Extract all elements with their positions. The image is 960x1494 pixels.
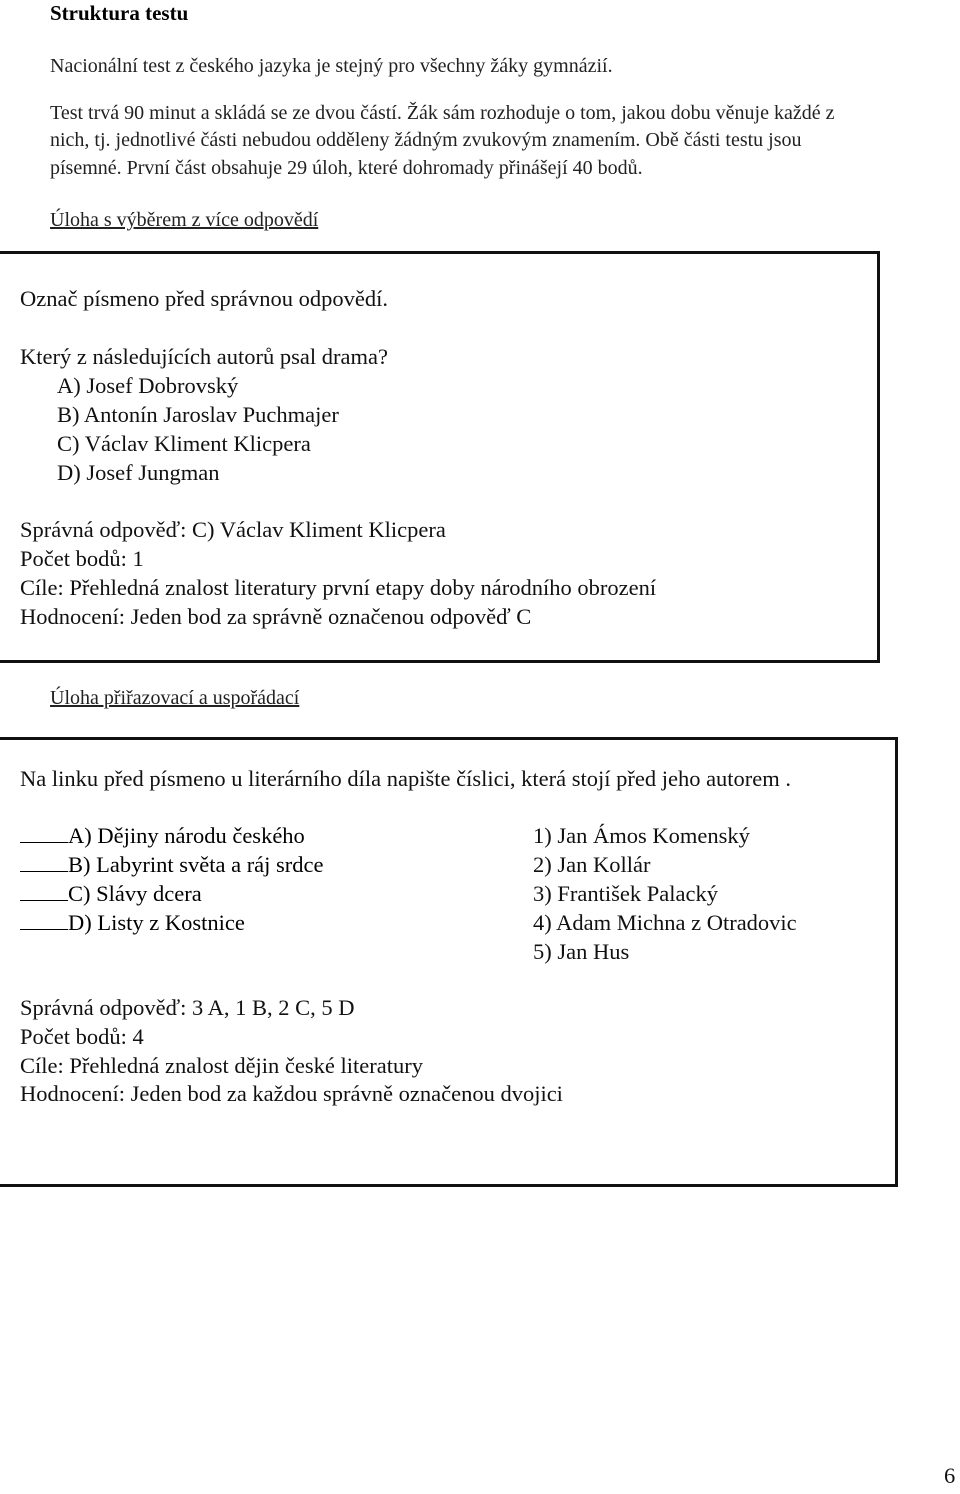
work-label: A) Dějiny národu českého [68,823,305,848]
work-label: C) Slávy dcera [68,881,202,906]
intro-line: Nacionální test z českého jazyka je stejný pro všechny žáky gymnázií. [50,55,613,77]
answer-blank[interactable] [20,882,68,901]
section2-box [0,737,898,1187]
answer-blank[interactable] [20,911,68,930]
option-item: D) Josef Jungman [57,460,220,485]
section1-goals: Cíle: Přehledná znalost literatury první etapy doby národního obrození [20,575,657,600]
section2-goals: Cíle: Přehledná znalost dějin české literatury [20,1053,423,1078]
section2-title: Úloha přiřazovací a uspořádací [50,687,300,709]
section1-question: Který z následujících autorů psal drama? [20,344,388,369]
section2-instruction: Na linku před písmeno u literárního díla napište číslici, která stojí před jeho autorem . [20,766,792,791]
intro-paragraph-line: nich, tj. jednotlivé části nebudou odděleny žádným zvukovým znamením. Obě části testu jsou [50,129,802,151]
section2-points: Počet bodů: 4 [20,1024,144,1049]
page-number: 6 [944,1463,956,1488]
work-label: B) Labyrint světa a ráj srdce [68,852,324,877]
page-heading: Struktura testu [50,1,189,25]
author-item: 4) Adam Michna z Otradovic [533,910,797,935]
answer-blank[interactable] [20,853,68,872]
author-item: 3) František Palacký [533,881,718,906]
intro-paragraph-line: písemné. První část obsahuje 29 úloh, které dohromady přinášejí 40 bodů. [50,157,643,179]
author-item: 2) Jan Kollár [533,852,651,877]
section1-answer: Správná odpověď: C) Václav Kliment Klicpera [20,517,446,542]
work-item [20,910,245,936]
section1-points: Počet bodů: 1 [20,546,144,571]
answer-blank[interactable] [20,824,68,843]
author-item: 5) Jan Hus [533,939,630,964]
intro-paragraph-line: Test trvá 90 minut a skládá se ze dvou částí. Žák sám rozhoduje o tom, jakou dobu věnuje každé z [50,102,835,124]
work-item [20,823,305,849]
section1-grading: Hodnocení: Jeden bod za správně označenou odpověď C [20,604,532,629]
section2-answer: Správná odpověď: 3 A, 1 B, 2 C, 5 D [20,995,355,1020]
section1-instruction: Označ písmeno před správnou odpovědí. [20,286,389,311]
work-item [20,881,202,907]
work-label: D) Listy z Kostnice [68,910,245,935]
work-item [20,852,324,878]
option-item: C) Václav Kliment Klicpera [57,431,311,456]
option-item: B) Antonín Jaroslav Puchmajer [57,402,339,427]
author-item: 1) Jan Ámos Komenský [533,823,750,848]
option-item: A) Josef Dobrovský [57,373,239,398]
section1-title: Úloha s výběrem z více odpovědí [50,209,319,231]
section1-box [0,251,880,663]
section2-grading: Hodnocení: Jeden bod za každou správně označenou dvojici [20,1081,563,1106]
